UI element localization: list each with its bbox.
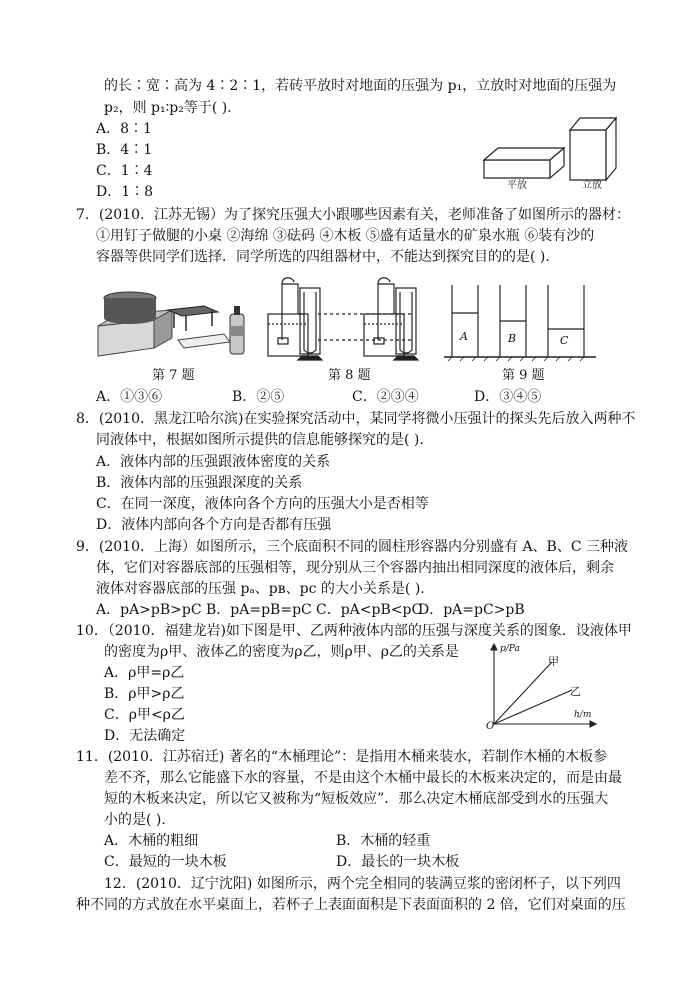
- pressure-gauge-figure: [262, 274, 437, 362]
- q6-option-b: B．4∶1: [96, 142, 153, 158]
- q10-line2: 的密度为ρ甲、液体乙的密度为ρ乙，则ρ甲、ρ乙的关系是: [104, 644, 459, 660]
- q11-option-a: A．木桶的粗细: [104, 833, 199, 849]
- q7-option-c: C．②③④: [352, 389, 419, 405]
- q7-option-d: D．③④⑤: [474, 389, 542, 405]
- graph-series-yi: 乙: [570, 685, 581, 698]
- q12-line2: 种不同的方式放在水平桌面上，若杯子上表面面积是下表面面积的 2 倍，它们对桌面的压: [76, 897, 626, 913]
- q11-line4: 小的是( ).: [104, 812, 166, 828]
- q11-option-b: B．木桶的轻重: [336, 833, 431, 849]
- q8-line2: 同液体中，根据如图所示提供的信息能够探究的是( ).: [96, 432, 424, 448]
- series-yi-line: [494, 690, 572, 724]
- q10-option-d: D．无法确定: [104, 728, 186, 744]
- q7-option-b: B．②⑤: [232, 389, 285, 405]
- q9-option-d: D．pA=pC>pB: [418, 602, 525, 618]
- graph-xlabel: h/m: [574, 710, 592, 720]
- containers-figure: [440, 283, 600, 363]
- caption-fig7: 第 7 题: [152, 368, 195, 383]
- q11-option-c: C．最短的一块木板: [104, 854, 227, 870]
- q8-option-d: D．液体内部向各个方向是否都有压强: [96, 517, 332, 533]
- q8-line1: 8．(2010．黑龙江哈尔滨)在实验探究活动中，某同学将微小压强计的探头先后放入两种不: [76, 411, 636, 427]
- graph-origin: O: [486, 721, 495, 732]
- q8-option-b: B．液体内部的压强跟深度的关系: [96, 475, 303, 491]
- brick-figure: [478, 108, 628, 193]
- q7-option-a: A．①③⑥: [96, 389, 163, 405]
- graph-ylabel: p/Pa: [500, 644, 520, 654]
- q8-option-c: C．在同一深度，液体向各个方向的压强大小是否相等: [96, 496, 429, 512]
- q9-line3: 液体对容器底部的压强 pₐ、pʙ、pc 的大小关系是( ).: [96, 581, 425, 597]
- q7-line2: ①用钉子做腿的小桌 ②海绵 ③砝码 ④木板 ⑤盛有适量水的矿泉水瓶 ⑥装有沙的: [96, 228, 595, 244]
- q10-option-b: B．ρ甲>ρ乙: [104, 686, 185, 702]
- q6-option-c: C．1∶4: [96, 163, 153, 179]
- container-label-a: A: [460, 330, 468, 343]
- q6-line1: 的长∶宽∶高为 4∶2∶1，若砖平放时对地面的压强为 p₁，立放时对地面的压强为: [104, 78, 617, 94]
- q6-line2: p₂，则 p₁∶p₂等于( ).: [104, 100, 232, 116]
- caption-fig8: 第 8 题: [328, 368, 371, 383]
- q11-line1: 11．(2010．江苏宿迁) 著名的“木桶理论”：是指用木桶来装水，若制作木桶的木板参: [76, 749, 608, 765]
- q9-line2: 体，它们对容器底部的压强相等，现分别从三个容器内抽出相同深度的液体后，剩余: [96, 560, 614, 576]
- apparatus-figure: [94, 276, 250, 360]
- q8-option-a: A．液体内部的压强跟液体密度的关系: [96, 454, 331, 470]
- q11-line3: 短的木板来决定，所以它又被称为“短板效应”．那么决定木桶底部受到水的压强大: [104, 791, 609, 807]
- graph-series-jia: 甲: [548, 655, 559, 668]
- q7-line1: 7．(2010．江苏无锡）为了探究压强大小跟哪些因素有关，老师准备了如图所示的器材：: [76, 207, 630, 223]
- q10-option-c: C．ρ甲<ρ乙: [104, 707, 185, 723]
- q9-option-c: C．pA<pB<pC: [316, 602, 423, 618]
- brick-label-flat: 平放: [507, 180, 527, 191]
- q10-option-a: A．ρ甲=ρ乙: [104, 665, 185, 681]
- caption-fig9: 第 9 题: [502, 368, 545, 383]
- brick-label-stand: 立放: [582, 180, 602, 191]
- q12-line1: 12．(2010．辽宁沈阳) 如图所示，两个完全相同的装满豆浆的密闭杯子，以下列四: [104, 876, 621, 892]
- q6-option-a: A．8∶1: [96, 121, 152, 137]
- q6-option-d: D．1∶8: [96, 184, 154, 200]
- container-label-b: B: [508, 332, 517, 345]
- q9-option-b: B．pA=pB=pC: [206, 602, 312, 618]
- q7-line3: 容器等供同学们选择．同学所选的四组器材中，不能达到探究目的的是( ).: [96, 249, 550, 265]
- series-jia-line: [494, 662, 552, 724]
- q11-line2: 差不齐，那么它能盛下水的容量，不是由这个木桶中最长的木板来决定的，而是由最: [104, 770, 622, 786]
- q10-line1: 10．（2010．福建龙岩)如下图是甲、乙两种液体内部的压强与深度关系的图象．设液体甲: [76, 623, 632, 639]
- container-label-c: C: [560, 334, 569, 347]
- q11-option-d: D．最长的一块木板: [336, 854, 460, 870]
- q9-option-a: A．pA>pB>pC: [96, 602, 202, 618]
- q9-line1: 9．(2010．上海）如图所示，三个底面积不同的圆柱形容器内分别盛有 A、B、C 三种液: [76, 539, 629, 555]
